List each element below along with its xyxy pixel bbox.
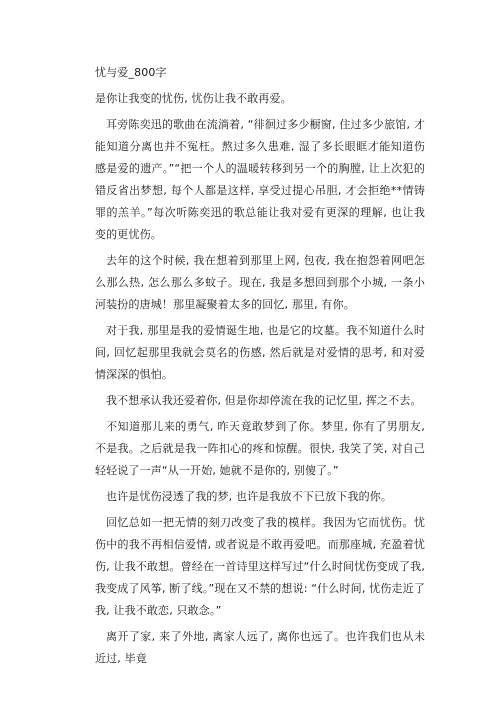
paragraph: 不知道那儿来的勇气, 昨天竟敢梦到了你。梦里, 你有了男朋友, 不是我。之后就是我一阵扣心的疼和惊醒。很快, 我笑了笑, 对自己轻轻说了一声“从一开始, 她就不是你的, 别傻了。” xyxy=(95,420,425,477)
document-title: 忧与爱_800字 xyxy=(95,66,167,79)
paragraph: 对于我, 那里是我的爱情诞生地, 也是它的坟墓。我不知道什么时间, 回忆起那里我就会莫名的伤感, 然后就是对爱情的思考, 和对爱情深深的惧怕。 xyxy=(95,324,425,381)
paragraph: 去年的这个时候, 我在想着到那里上网, 包夜, 我在抱怨着网吧怎么那么热, 怎么那么多蚊子。现在, 我是多想回到那个小城, 一条小河装扮的唐城！那里凝聚着太多的回忆, 那里, 有你。 xyxy=(95,254,425,311)
paragraph-intro: 是你让我变的忧伤, 忧伤让我不敢再爱。 xyxy=(95,92,292,105)
document-body xyxy=(95,62,425,670)
paragraph: 回忆总如一把无情的刻刀改变了我的模样。我因为它而忧伤。忧伤中的我不再相信爱情, 或者说是不敢再爱吧。而那座城, 充盈着忧伤, 让我不敢想。曾经在一首诗里这样写过“什么时间忧伤变成了我, 我变成了风筝, 断了线。”现在又不禁的想说: “什么时间, 忧伤走近了我, 让我不敢恋, 只敢念。” xyxy=(95,516,425,617)
paragraph: 耳旁陈奕迅的歌曲在流淌着, “徘徊过多少橱窗, 住过多少旅馆, 才能知道分离也并不冤枉。熬过多久患难, 湿了多长眼眶才能知道伤感是爱的遗产。”“把一个人的温暖转移到另一个的胸膛, 让上次犯的错反省出梦想, 每个人都是这样, 享受过提心吊胆, 才会拒绝**情铸罪的羔羊。”每次听陈奕迅的歌总能让我对爱有更深的理解, 也让我变的更忧伤。 xyxy=(95,118,425,241)
paragraph: 离开了家, 来了外地, 离家人远了, 离你也远了。也许我们也从未近过, 毕竟 xyxy=(95,630,425,665)
paragraph: 我不想承认我还爱着你, 但是你却停流在我的记忆里, 挥之不去。 xyxy=(106,394,422,407)
paragraph: 也许是忧伤浸透了我的梦, 也许是我放不下已放下我的你。 xyxy=(106,490,393,503)
